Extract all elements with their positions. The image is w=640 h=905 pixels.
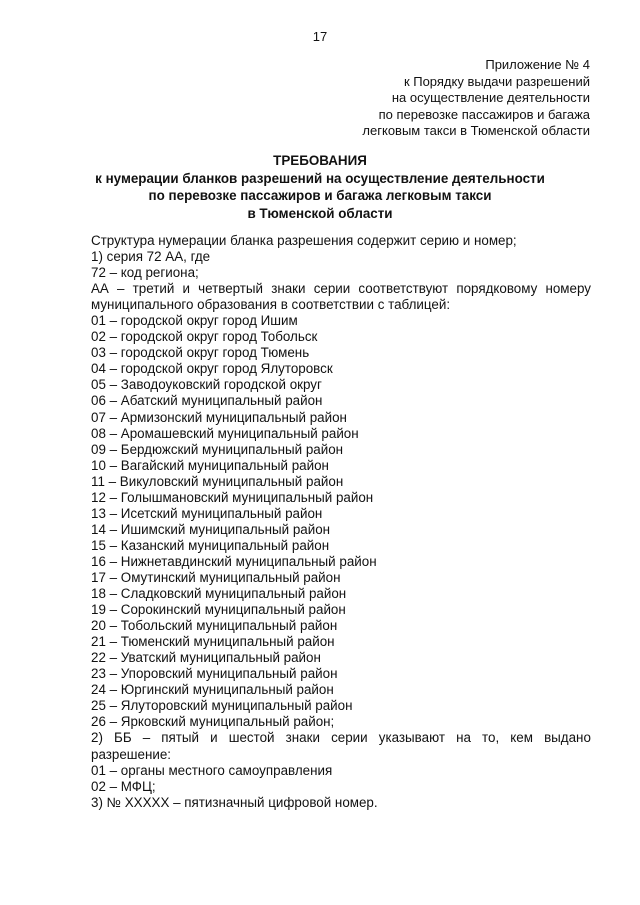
municipality-item: 11 – Викуловский муниципальный район xyxy=(91,473,344,489)
municipality-item: 24 – Юргинский муниципальный район xyxy=(91,682,334,698)
municipality-item: 04 – городской округ город Ялуторовск xyxy=(91,361,333,377)
municipality-item: 06 – Абатский муниципальный район xyxy=(91,393,323,409)
word: номеру xyxy=(545,281,591,297)
aa-paragraph-line-2: муниципального образования в соответствии с таблицей: xyxy=(91,297,451,313)
word: – xyxy=(117,281,125,297)
municipality-item: 20 – Тобольский муниципальный район xyxy=(91,618,338,634)
series-item: 1) серия 72 АА, где xyxy=(91,249,211,265)
word: соответствуют xyxy=(358,281,449,297)
municipality-item: 12 – Голышмановский муниципальный район xyxy=(91,489,374,505)
word: третий xyxy=(132,281,175,297)
word: ББ xyxy=(114,730,132,746)
appendix-line: по перевозке пассажиров и багажа xyxy=(378,106,590,122)
municipality-item: 21 – Тюменский муниципальный район xyxy=(91,634,335,650)
word: знаки xyxy=(285,730,320,746)
bb-paragraph-line-2: разрешение: xyxy=(91,746,172,762)
word: то, xyxy=(482,730,500,746)
word: знаки xyxy=(271,281,306,297)
municipality-item: 03 – городской округ город Тюмень xyxy=(91,345,310,361)
municipality-item: 10 – Вагайский муниципальный район xyxy=(91,457,329,473)
municipality-item: 19 – Сорокинский муниципальный район xyxy=(91,602,346,618)
municipality-item: 23 – Упоровский муниципальный район xyxy=(91,666,338,682)
word: четвертый xyxy=(198,281,264,297)
municipality-item: 17 – Омутинский муниципальный район xyxy=(91,569,341,585)
municipality-item: 09 – Бердюжский муниципальный район xyxy=(91,441,344,457)
page-number: 17 xyxy=(312,29,328,44)
bb-paragraph-line-1 xyxy=(91,730,591,746)
word: выдано xyxy=(544,730,591,746)
aa-paragraph-line-1 xyxy=(91,281,591,297)
municipality-item: 26 – Ярковский муниципальный район; xyxy=(91,714,335,730)
municipality-item: 25 – Ялуторовский муниципальный район xyxy=(91,698,353,714)
region-code-item: 72 – код региона; xyxy=(91,265,199,281)
municipality-item: 08 – Аромашевский муниципальный район xyxy=(91,425,359,441)
issuer-item: 01 – органы местного самоуправления xyxy=(91,762,333,778)
intro-paragraph: Структура нумерации бланка разрешения содержит серию и номер; xyxy=(91,233,517,248)
municipality-item: 02 – городской округ город Тобольск xyxy=(91,329,318,345)
municipality-item: 18 – Сладковский муниципальный район xyxy=(91,586,347,602)
title-line: по перевозке пассажиров и багажа легковым такси xyxy=(148,188,492,203)
title-line: к нумерации бланков разрешений на осуществление деятельности xyxy=(95,170,545,186)
document-body xyxy=(91,233,591,811)
word: и xyxy=(210,730,218,746)
title-line: в Тюменской области xyxy=(247,205,393,221)
municipality-item: 13 – Исетский муниципальный район xyxy=(91,505,323,521)
word: кем xyxy=(510,730,533,746)
issuer-list xyxy=(91,763,591,795)
municipality-item: 07 – Армизонский муниципальный район xyxy=(91,409,347,425)
municipality-item: 01 – городской округ город Ишим xyxy=(91,313,298,329)
appendix-line: к Порядку выдачи разрешений xyxy=(403,73,590,89)
issuer-item: 02 – МФЦ; xyxy=(91,778,156,794)
word: указывают xyxy=(378,730,445,746)
municipality-item: 22 – Уватский муниципальный район xyxy=(91,650,321,666)
word: порядковому xyxy=(456,281,538,297)
word: на xyxy=(456,730,471,746)
number-item: 3) № ХХХХХ – пятизначный цифровой номер. xyxy=(91,794,378,810)
document-title xyxy=(0,152,640,222)
municipality-list xyxy=(91,313,591,730)
word: серии xyxy=(313,281,351,297)
word: шестой xyxy=(228,730,275,746)
title-heading: ТРЕБОВАНИЯ xyxy=(273,153,367,168)
appendix-header xyxy=(362,57,590,140)
municipality-item: 15 – Казанский муниципальный район xyxy=(91,537,330,553)
word: серии xyxy=(331,730,368,746)
municipality-item: 16 – Нижнетавдинский муниципальный район xyxy=(91,553,377,569)
appendix-line: легковым такси в Тюменской области xyxy=(362,123,590,138)
word: 2) xyxy=(91,730,103,746)
word: АА xyxy=(91,281,109,297)
appendix-line: Приложение № 4 xyxy=(485,57,590,72)
appendix-line: на осуществление деятельности xyxy=(391,90,590,105)
word: пятый xyxy=(161,730,200,746)
word: – xyxy=(142,730,151,746)
word: и xyxy=(182,281,190,297)
municipality-item: 14 – Ишимский муниципальный район xyxy=(91,521,331,537)
municipality-item: 05 – Заводоуковский городской округ xyxy=(91,377,322,393)
